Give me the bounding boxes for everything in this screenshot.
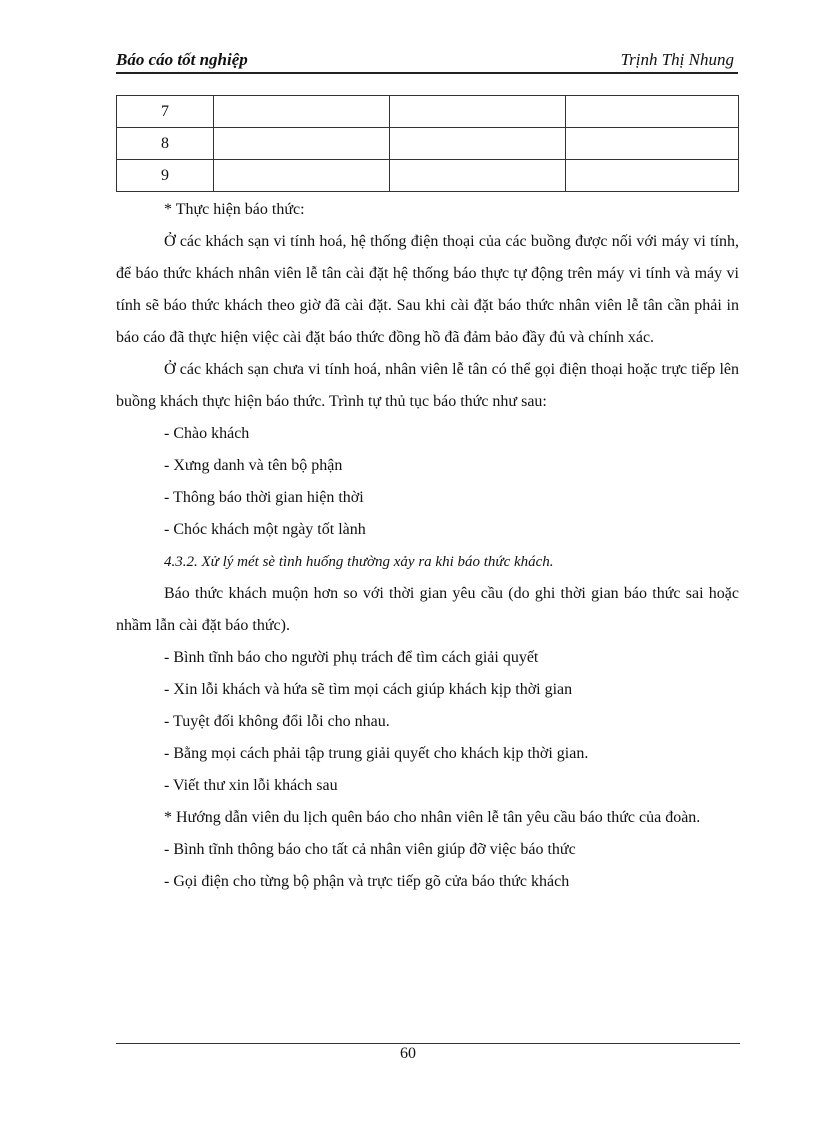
document-body bbox=[116, 194, 739, 898]
paragraph-late-wakeup: Báo thức khách muộn hơn so với thời gian yêu cầu (do ghi thời gian báo thức sai hoặc nhầm lẫn cài đặt báo thức). bbox=[116, 585, 739, 634]
list-item: - Viết thư xin lỗi khách sau bbox=[164, 777, 338, 794]
table-cell bbox=[214, 128, 390, 160]
paragraph-manual: Ở các khách sạn chưa vi tính hoá, nhân viên lễ tân có thể gọi điện thoại hoặc trực tiếp lên buồng khách thực hiện báo thức. Trình tự thủ tục báo thức như sau: bbox=[116, 361, 739, 410]
table-cell bbox=[390, 96, 566, 128]
page-number: 60 bbox=[400, 1045, 416, 1062]
table-cell bbox=[566, 96, 739, 128]
page-header bbox=[116, 48, 738, 74]
list-item: - Chóc khách một ngày tốt lành bbox=[164, 521, 366, 538]
list-item: - Bằng mọi cách phải tập trung giải quyết cho khách kịp thời gian. bbox=[164, 745, 589, 762]
list-item: - Xin lỗi khách và hứa sẽ tìm mọi cách giúp khách kịp thời gian bbox=[164, 681, 573, 698]
table-cell bbox=[214, 96, 390, 128]
table-row bbox=[117, 128, 739, 160]
row-number: 8 bbox=[117, 128, 214, 160]
table-cell bbox=[566, 128, 739, 160]
list-item: - Chào khách bbox=[164, 425, 250, 442]
paragraph-guide-forgot: * Hướng dẫn viên du lịch quên báo cho nhân viên lễ tân yêu cầu báo thức của đoàn. bbox=[164, 809, 701, 826]
wake-call-heading: * Thực hiện báo thức: bbox=[164, 201, 305, 218]
header-report-title: Báo cáo tốt nghiệp bbox=[116, 50, 248, 69]
list-item: - Bình tĩnh báo cho người phụ trách để tìm cách giải quyết bbox=[164, 649, 539, 666]
table-cell bbox=[390, 160, 566, 192]
row-number: 9 bbox=[117, 160, 214, 192]
list-item: - Gọi điện cho từng bộ phận và trực tiếp gõ cửa báo thức khách bbox=[164, 873, 570, 890]
list-item: - Bình tĩnh thông báo cho tất cả nhân viên giúp đỡ việc báo thức bbox=[164, 841, 576, 858]
row-number: 7 bbox=[117, 96, 214, 128]
section-subheading: 4.3.2. Xử lý mét sè tình huống thường xảy ra khi báo thức khách. bbox=[164, 554, 554, 570]
schedule-table bbox=[116, 95, 739, 192]
paragraph-computerized: Ở các khách sạn vi tính hoá, hệ thống điện thoại của các buồng được nối với máy vi tính, để báo thức khách nhân viên lễ tân cài đặt hệ thống báo thực tự động trên máy vi tính và máy vi tính sẽ báo thức khách theo giờ đã cài đặt. Sau khi cài đặt báo thức nhân viên lễ tân cần phải in báo cáo đã thực hiện việc cài đặt báo thức đồng hồ đã đảm bảo đầy đủ và chính xác. bbox=[116, 233, 739, 346]
table-cell bbox=[214, 160, 390, 192]
list-item: - Thông báo thời gian hiện thời bbox=[164, 489, 364, 506]
table-cell bbox=[566, 160, 739, 192]
list-item: - Xưng danh và tên bộ phận bbox=[164, 457, 343, 474]
table-cell bbox=[390, 128, 566, 160]
header-author: Trịnh Thị Nhung bbox=[620, 50, 734, 69]
table-row bbox=[117, 160, 739, 192]
list-item: - Tuyệt đối không đổi lỗi cho nhau. bbox=[164, 713, 390, 730]
table-row bbox=[117, 96, 739, 128]
